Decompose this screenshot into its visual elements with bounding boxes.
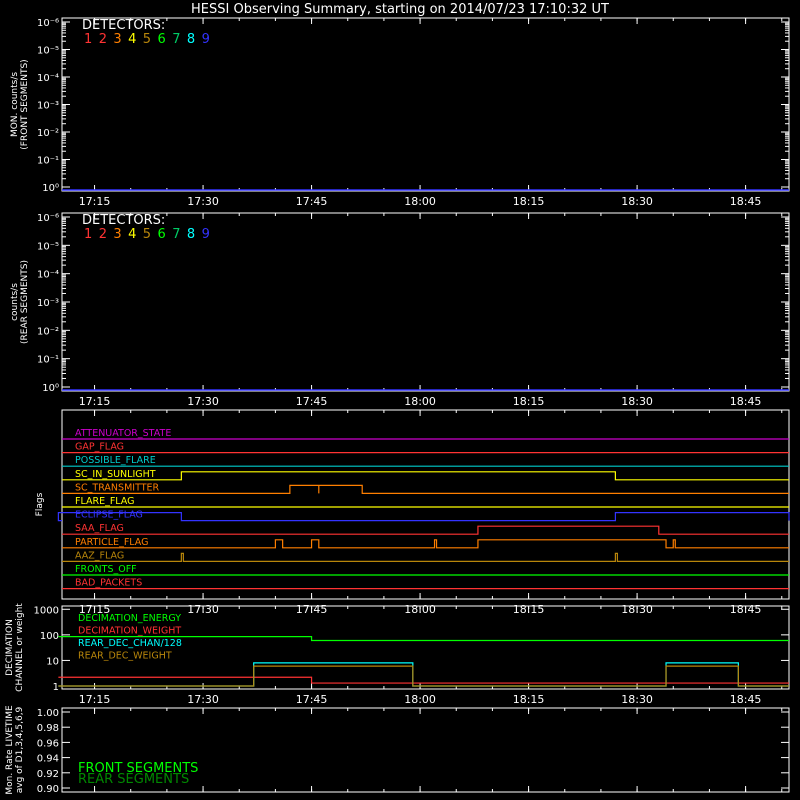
decimation-legend-item: DECIMATION_ENERGY: [78, 613, 182, 624]
panel-4-ytick-label: 0.90: [36, 784, 59, 795]
decimation-legend-item: REAR_DEC_WEIGHT: [78, 650, 172, 662]
panel-1-ytick-label: 10⁻³: [36, 298, 59, 309]
panel-3-ylabel: DECIMATION: [5, 619, 15, 676]
panel-4-ylabel: Mon. Rate LIVETIME: [5, 705, 15, 795]
panel-0-ytick-label: 10⁻¹: [36, 155, 59, 167]
panel-1-legend-title: DETECTORS:: [82, 213, 166, 228]
panel-1-xtick-label: 18:00: [404, 395, 436, 408]
flag-label: FRONTS_OFF: [75, 564, 137, 575]
flag-label: ECLIPSE_FLAG: [75, 509, 143, 521]
panel-2-xtick-label: 17:30: [187, 603, 219, 616]
panel-3-xtick-label: 17:30: [187, 693, 219, 706]
panel-1-legend-item: 7: [172, 227, 181, 242]
panel-1-frame: [62, 213, 789, 391]
panel-0-xtick-label: 18:30: [621, 195, 653, 208]
panel-0-ylabel: (FRONT SEGMENTS): [20, 59, 30, 150]
panel-0-ylabel: MON. counts/s: [10, 71, 20, 138]
flag-trace: [62, 472, 789, 480]
flag-label: GAP_FLAG: [75, 441, 125, 453]
panel-1-legend-item: 8: [186, 227, 196, 242]
panel-0-ytick-label: 10⁻⁶: [36, 18, 59, 29]
panel-1-ytick-label: 10⁰: [42, 383, 59, 394]
livetime-legend-item: FRONT SEGMENTS: [78, 761, 199, 776]
flag-trace: [62, 540, 789, 548]
flag-label: ATTENUATOR_STATE: [75, 428, 172, 439]
panel-2-xtick-label: 18:45: [729, 603, 762, 616]
panel-2-xtick-label: 18:15: [512, 603, 545, 616]
panel-3-xtick-label: 17:15: [78, 693, 111, 706]
flag-label: SC_IN_SUNLIGHT: [75, 468, 156, 480]
panel-0-legend-item: 5: [142, 32, 152, 47]
panel-0-legend-title: DETECTORS:: [82, 18, 166, 33]
panel-3-xtick-label: 18:30: [621, 693, 653, 706]
panel-1-ytick-label: 10⁻⁶: [36, 213, 59, 224]
flag-trace: [62, 526, 789, 534]
panel-1-xtick-label: 17:45: [295, 395, 328, 408]
panel-2-xtick-label: 18:30: [621, 603, 653, 616]
panel-0-xtick-label: 17:15: [78, 195, 111, 208]
panel-0-ytick-label: 10⁻⁵: [36, 45, 59, 57]
panel-4-ytick-label: 0.94: [36, 753, 59, 765]
chart-title: HESSI Observing Summary, starting on 2014/07/23 17:10:32 UT: [191, 2, 609, 17]
panel-0-legend-item: 2: [98, 32, 107, 47]
panel-1-ylabel: (REAR SEGMENTS): [20, 259, 30, 345]
panel-0-frame: [62, 18, 789, 191]
panel-0-legend-item: 8: [186, 32, 196, 47]
panel-1-xtick-label: 18:15: [512, 395, 545, 408]
panel-1-ytick-label: 10⁻⁵: [36, 241, 59, 253]
panel-0-xtick-label: 18:15: [512, 195, 545, 208]
panel-1-legend-item: 5: [142, 227, 152, 242]
panel-1-ytick-label: 10⁻⁴: [36, 269, 59, 281]
panel-1-ytick-label: 10⁻¹: [36, 354, 59, 366]
panel-1-legend-item: 6: [157, 227, 166, 242]
panel-4-ytick-label: 0.98: [36, 723, 59, 735]
panel-0-ytick-label: 10⁻⁴: [36, 73, 59, 84]
flag-trace: [62, 553, 789, 561]
panel-0-legend-item: 7: [172, 32, 181, 47]
panel-4-ytick-label: 0.96: [36, 738, 59, 750]
panel-3-ytick-label: 100: [39, 630, 59, 642]
flag-label: FLARE_FLAG: [75, 496, 135, 507]
panel-0-ytick-label: 10⁻²: [36, 128, 59, 139]
panel-3-xtick-label: 18:45: [729, 693, 762, 706]
panel-4-ytick-label: 0.92: [36, 768, 59, 780]
panel-1-legend-item: 4: [128, 227, 137, 242]
flag-trace: [62, 485, 789, 493]
panel-1-xtick-label: 17:30: [187, 395, 219, 408]
flag-label: SAA_FLAG: [75, 523, 124, 535]
panel-4-ylabel: avg of D1,3,4,5,6,9: [15, 706, 25, 794]
panel-3-ylabel: CHANNEL or weight: [15, 603, 25, 692]
flag-label: BAD_PACKETS: [75, 577, 143, 589]
panel-1-ytick-label: 10⁻²: [36, 326, 59, 338]
decimation-legend-item: DECIMATION_WEIGHT: [78, 625, 182, 637]
panel-2-xtick-label: 17:15: [78, 603, 111, 616]
panel-3-xtick-label: 17:45: [295, 693, 328, 706]
flag-label: SC_TRANSMITTER: [75, 482, 160, 494]
panel-3-xtick-label: 18:15: [512, 693, 545, 706]
flag-label: AAZ_FLAG: [75, 550, 125, 562]
panel-0-xtick-label: 18:00: [404, 195, 436, 208]
panel-0-legend-item: 4: [128, 32, 137, 47]
panel-0-xtick-label: 17:45: [295, 195, 328, 208]
panel-3-ytick-label: 1000: [33, 605, 59, 617]
panel-2-xtick-label: 17:45: [295, 603, 328, 616]
panel-4-ytick-label: 1.00: [36, 708, 59, 719]
panel-0-legend-item: 1: [84, 32, 93, 47]
panel-0-xtick-label: 18:45: [729, 195, 762, 208]
panel-0-ytick-label: 10⁰: [42, 183, 59, 194]
panel-3-xtick-label: 18:00: [404, 693, 436, 706]
panel-1-legend-item: 2: [98, 227, 107, 242]
panel-2-xtick-label: 18:00: [404, 603, 436, 616]
panel-2-ylabel: Flags: [35, 492, 45, 517]
panel-1-legend-item: 1: [84, 227, 93, 242]
panel-0-legend-item: 3: [113, 32, 122, 47]
panel-3-ytick-label: 1: [52, 682, 59, 693]
panel-1-xtick-label: 17:15: [78, 395, 111, 408]
panel-1-legend-item: 3: [113, 227, 122, 242]
flag-trace: [58, 513, 789, 521]
panel-1-xtick-label: 18:30: [621, 395, 653, 408]
livetime-legend-item: REAR SEGMENTS: [78, 772, 190, 787]
panel-1-ylabel: counts/s: [10, 283, 20, 321]
panel-1-legend-item: 9: [201, 227, 210, 242]
panel-0-xtick-label: 17:30: [187, 195, 219, 208]
panel-0-legend-item: 6: [157, 32, 166, 47]
flag-label: PARTICLE_FLAG: [75, 536, 149, 548]
flag-label: POSSIBLE_FLARE: [75, 455, 156, 467]
panel-3-ytick-label: 10: [46, 656, 59, 668]
panel-0-ytick-label: 10⁻³: [36, 100, 59, 112]
panel-0-legend-item: 9: [201, 32, 210, 47]
panel-1-xtick-label: 18:45: [729, 395, 762, 408]
decimation-legend-item: REAR_DEC_CHAN/128: [78, 638, 182, 649]
decimation-series-line: [58, 677, 789, 683]
